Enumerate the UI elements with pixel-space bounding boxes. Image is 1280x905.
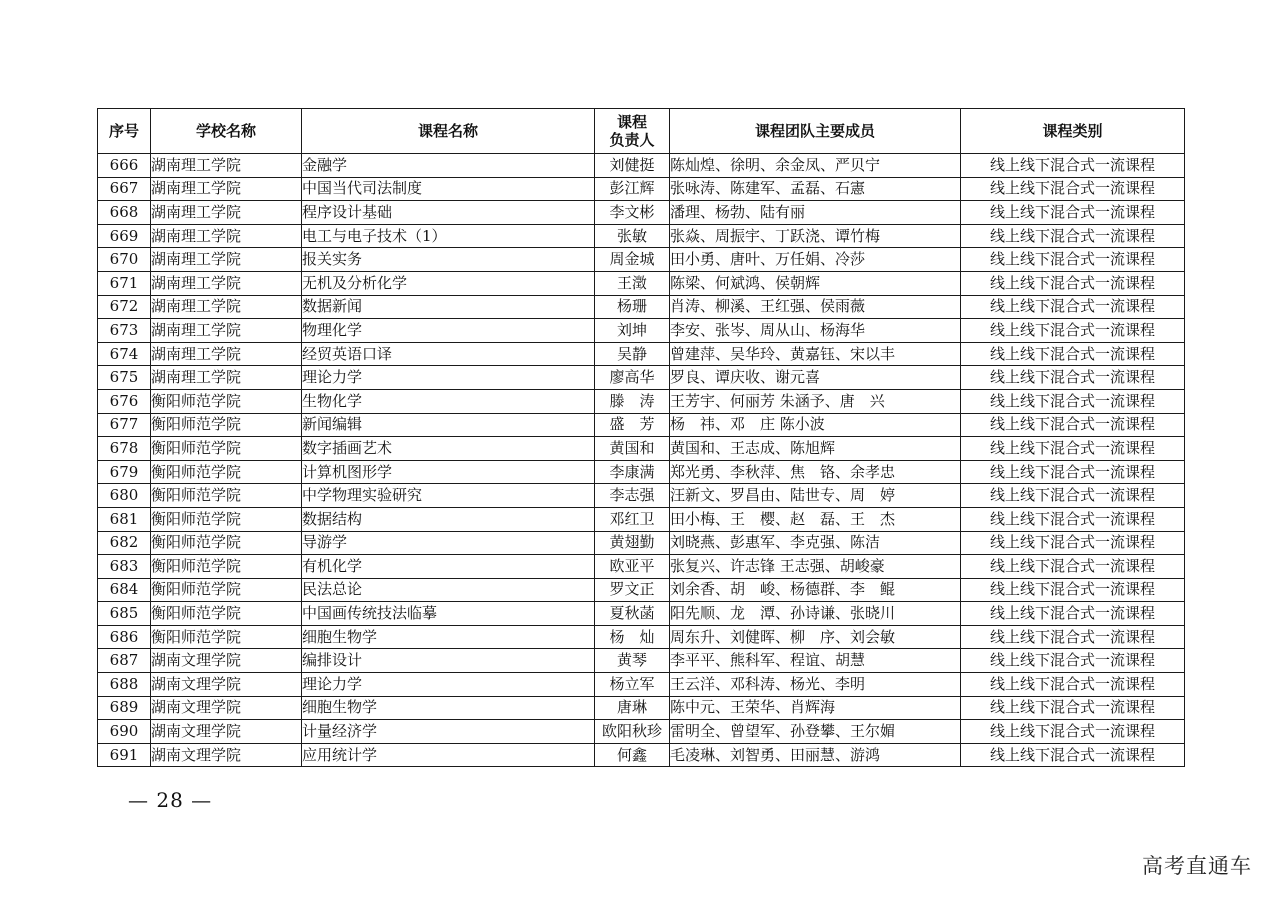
cell-lead: 杨珊: [595, 295, 670, 319]
cell-type: 线上线下混合式一流课程: [961, 484, 1185, 508]
cell-lead: 周金城: [595, 248, 670, 272]
header-school: 学校名称: [151, 109, 302, 154]
cell-type: 线上线下混合式一流课程: [961, 437, 1185, 461]
cell-num: 673: [98, 319, 151, 343]
table-row: [98, 720, 1185, 744]
cell-lead: 李志强: [595, 484, 670, 508]
cell-course: 程序设计基础: [302, 201, 595, 225]
cell-course: 细胞生物学: [302, 625, 595, 649]
cell-school: 湖南理工学院: [151, 201, 302, 225]
cell-lead: 欧阳秋珍: [595, 720, 670, 744]
cell-type: 线上线下混合式一流课程: [961, 154, 1185, 178]
cell-school: 湖南理工学院: [151, 295, 302, 319]
table-row: [98, 177, 1185, 201]
cell-type: 线上线下混合式一流课程: [961, 602, 1185, 626]
header-team: 课程团队主要成员: [670, 109, 961, 154]
table-row: [98, 507, 1185, 531]
cell-lead: 张敏: [595, 224, 670, 248]
cell-num: 686: [98, 625, 151, 649]
cell-num: 682: [98, 531, 151, 555]
cell-team: 阳先顺、龙 潭、孙诗谦、张晓川: [670, 602, 961, 626]
watermark-text: 高考直通车: [1142, 854, 1252, 878]
cell-lead: 黄琴: [595, 649, 670, 673]
cell-lead: 彭江辉: [595, 177, 670, 201]
cell-course: 民法总论: [302, 578, 595, 602]
cell-lead: 王澂: [595, 271, 670, 295]
cell-lead: 夏秋菡: [595, 602, 670, 626]
cell-team: 李安、张岑、周从山、杨海华: [670, 319, 961, 343]
cell-lead: 李康满: [595, 460, 670, 484]
cell-school: 衡阳师范学院: [151, 602, 302, 626]
cell-school: 湖南文理学院: [151, 649, 302, 673]
cell-type: 线上线下混合式一流课程: [961, 319, 1185, 343]
cell-team: 陈灿煌、徐明、余金凤、严贝宁: [670, 154, 961, 178]
cell-type: 线上线下混合式一流课程: [961, 578, 1185, 602]
cell-team: 黄国和、王志成、陈旭辉: [670, 437, 961, 461]
cell-team: 郑光勇、李秋萍、焦 铬、余孝忠: [670, 460, 961, 484]
table-row: [98, 649, 1185, 673]
cell-school: 衡阳师范学院: [151, 484, 302, 508]
table-row: [98, 625, 1185, 649]
header-num: 序号: [98, 109, 151, 154]
cell-course: 计算机图形学: [302, 460, 595, 484]
header-course: 课程名称: [302, 109, 595, 154]
cell-team: 李平平、熊科军、程谊、胡慧: [670, 649, 961, 673]
cell-team: 周东升、刘健晖、柳 序、刘会敏: [670, 625, 961, 649]
cell-team: 毛凌琳、刘智勇、田丽慧、游鸿: [670, 743, 961, 767]
cell-team: 潘理、杨勃、陆有丽: [670, 201, 961, 225]
cell-team: 曾建萍、吴华玲、黄嘉钰、宋以丰: [670, 342, 961, 366]
cell-school: 衡阳师范学院: [151, 460, 302, 484]
page-number: — 28 —: [128, 788, 213, 812]
cell-type: 线上线下混合式一流课程: [961, 177, 1185, 201]
table-row: [98, 555, 1185, 579]
cell-school: 湖南理工学院: [151, 177, 302, 201]
cell-num: 687: [98, 649, 151, 673]
cell-lead: 杨 灿: [595, 625, 670, 649]
cell-type: 线上线下混合式一流课程: [961, 507, 1185, 531]
cell-school: 衡阳师范学院: [151, 531, 302, 555]
cell-type: 线上线下混合式一流课程: [961, 389, 1185, 413]
cell-lead: 黄翅勤: [595, 531, 670, 555]
cell-school: 湖南理工学院: [151, 319, 302, 343]
cell-lead: 刘健挺: [595, 154, 670, 178]
table-row: [98, 224, 1185, 248]
cell-num: 667: [98, 177, 151, 201]
cell-course: 导游学: [302, 531, 595, 555]
cell-course: 中国当代司法制度: [302, 177, 595, 201]
header-type: 课程类别: [961, 109, 1185, 154]
cell-team: 肖涛、柳溪、王红强、侯雨薇: [670, 295, 961, 319]
cell-type: 线上线下混合式一流课程: [961, 555, 1185, 579]
cell-course: 金融学: [302, 154, 595, 178]
cell-team: 罗良、谭庆收、谢元喜: [670, 366, 961, 390]
header-lead-line2: 负责人: [609, 131, 655, 149]
cell-num: 672: [98, 295, 151, 319]
table-header-row: [98, 109, 1185, 154]
cell-team: 田小勇、唐叶、万任娟、冷莎: [670, 248, 961, 272]
course-table: [97, 108, 1185, 767]
cell-course: 新闻编辑: [302, 413, 595, 437]
table-row: [98, 413, 1185, 437]
cell-lead: 廖高华: [595, 366, 670, 390]
table-row: [98, 531, 1185, 555]
cell-num: 689: [98, 696, 151, 720]
cell-school: 衡阳师范学院: [151, 413, 302, 437]
table-row: [98, 295, 1185, 319]
table-row: [98, 389, 1185, 413]
cell-course: 数字插画艺术: [302, 437, 595, 461]
cell-type: 线上线下混合式一流课程: [961, 295, 1185, 319]
table-row: [98, 460, 1185, 484]
cell-type: 线上线下混合式一流课程: [961, 366, 1185, 390]
cell-num: 681: [98, 507, 151, 531]
cell-school: 湖南文理学院: [151, 696, 302, 720]
cell-num: 671: [98, 271, 151, 295]
cell-lead: 欧亚平: [595, 555, 670, 579]
cell-course: 编排设计: [302, 649, 595, 673]
cell-school: 衡阳师范学院: [151, 555, 302, 579]
cell-num: 675: [98, 366, 151, 390]
cell-school: 湖南理工学院: [151, 271, 302, 295]
cell-num: 683: [98, 555, 151, 579]
cell-course: 理论力学: [302, 366, 595, 390]
table-body: [98, 154, 1185, 767]
cell-team: 刘晓燕、彭惠军、李克强、陈洁: [670, 531, 961, 555]
table-row: [98, 342, 1185, 366]
cell-course: 细胞生物学: [302, 696, 595, 720]
table-row: [98, 248, 1185, 272]
cell-type: 线上线下混合式一流课程: [961, 531, 1185, 555]
cell-team: 陈中元、王荣华、肖辉海: [670, 696, 961, 720]
cell-num: 690: [98, 720, 151, 744]
cell-school: 湖南理工学院: [151, 154, 302, 178]
cell-course: 有机化学: [302, 555, 595, 579]
cell-course: 数据结构: [302, 507, 595, 531]
table-row: [98, 201, 1185, 225]
cell-lead: 杨立军: [595, 673, 670, 697]
header-lead: [595, 109, 670, 154]
cell-num: 677: [98, 413, 151, 437]
cell-lead: 吴静: [595, 342, 670, 366]
cell-team: 汪新文、罗昌由、陆世专、周 婷: [670, 484, 961, 508]
cell-type: 线上线下混合式一流课程: [961, 743, 1185, 767]
cell-school: 衡阳师范学院: [151, 625, 302, 649]
cell-type: 线上线下混合式一流课程: [961, 460, 1185, 484]
table-row: [98, 578, 1185, 602]
cell-team: 田小梅、王 樱、赵 磊、王 杰: [670, 507, 961, 531]
cell-course: 物理化学: [302, 319, 595, 343]
cell-num: 680: [98, 484, 151, 508]
table-row: [98, 319, 1185, 343]
header-lead-line1: 课程: [616, 113, 647, 131]
cell-num: 666: [98, 154, 151, 178]
cell-num: 669: [98, 224, 151, 248]
cell-lead: 邓红卫: [595, 507, 670, 531]
cell-lead: 黄国和: [595, 437, 670, 461]
cell-school: 湖南理工学院: [151, 342, 302, 366]
cell-lead: 滕 涛: [595, 389, 670, 413]
cell-num: 670: [98, 248, 151, 272]
cell-num: 684: [98, 578, 151, 602]
cell-team: 雷明全、曾望军、孙登攀、王尔媚: [670, 720, 961, 744]
cell-course: 无机及分析化学: [302, 271, 595, 295]
cell-type: 线上线下混合式一流课程: [961, 720, 1185, 744]
cell-school: 湖南文理学院: [151, 743, 302, 767]
cell-course: 计量经济学: [302, 720, 595, 744]
cell-course: 报关实务: [302, 248, 595, 272]
table-row: [98, 271, 1185, 295]
cell-type: 线上线下混合式一流课程: [961, 271, 1185, 295]
cell-school: 衡阳师范学院: [151, 437, 302, 461]
cell-num: 688: [98, 673, 151, 697]
cell-lead: 何鑫: [595, 743, 670, 767]
cell-course: 电工与电子技术（1）: [302, 224, 595, 248]
cell-type: 线上线下混合式一流课程: [961, 649, 1185, 673]
cell-team: 张焱、周振宇、丁跃浇、谭竹梅: [670, 224, 961, 248]
table-row: [98, 437, 1185, 461]
cell-type: 线上线下混合式一流课程: [961, 673, 1185, 697]
cell-type: 线上线下混合式一流课程: [961, 342, 1185, 366]
cell-course: 经贸英语口译: [302, 342, 595, 366]
cell-type: 线上线下混合式一流课程: [961, 696, 1185, 720]
cell-num: 668: [98, 201, 151, 225]
table-row: [98, 743, 1185, 767]
cell-num: 679: [98, 460, 151, 484]
table-row: [98, 602, 1185, 626]
cell-course: 应用统计学: [302, 743, 595, 767]
cell-course: 中国画传统技法临摹: [302, 602, 595, 626]
cell-team: 陈梁、何斌鸿、侯朝辉: [670, 271, 961, 295]
cell-school: 湖南理工学院: [151, 224, 302, 248]
cell-team: 张复兴、许志锋 王志强、胡峻豪: [670, 555, 961, 579]
table-row: [98, 696, 1185, 720]
cell-team: 杨 祎、邓 庄 陈小波: [670, 413, 961, 437]
cell-lead: 李文彬: [595, 201, 670, 225]
cell-type: 线上线下混合式一流课程: [961, 413, 1185, 437]
cell-school: 湖南理工学院: [151, 248, 302, 272]
table-row: [98, 366, 1185, 390]
cell-school: 湖南文理学院: [151, 673, 302, 697]
cell-course: 中学物理实验研究: [302, 484, 595, 508]
cell-course: 生物化学: [302, 389, 595, 413]
cell-num: 678: [98, 437, 151, 461]
cell-type: 线上线下混合式一流课程: [961, 248, 1185, 272]
cell-team: 王云洋、邓科涛、杨光、李明: [670, 673, 961, 697]
cell-school: 衡阳师范学院: [151, 507, 302, 531]
table-row: [98, 484, 1185, 508]
table-row: [98, 154, 1185, 178]
cell-lead: 唐琳: [595, 696, 670, 720]
cell-type: 线上线下混合式一流课程: [961, 201, 1185, 225]
cell-num: 674: [98, 342, 151, 366]
cell-num: 676: [98, 389, 151, 413]
cell-type: 线上线下混合式一流课程: [961, 224, 1185, 248]
cell-course: 理论力学: [302, 673, 595, 697]
cell-type: 线上线下混合式一流课程: [961, 625, 1185, 649]
cell-school: 湖南理工学院: [151, 366, 302, 390]
cell-lead: 盛 芳: [595, 413, 670, 437]
cell-school: 衡阳师范学院: [151, 578, 302, 602]
cell-lead: 罗文正: [595, 578, 670, 602]
cell-num: 685: [98, 602, 151, 626]
table-row: [98, 673, 1185, 697]
cell-team: 刘余香、胡 峻、杨德群、李 鲲: [670, 578, 961, 602]
cell-lead: 刘坤: [595, 319, 670, 343]
cell-school: 湖南文理学院: [151, 720, 302, 744]
cell-course: 数据新闻: [302, 295, 595, 319]
cell-school: 衡阳师范学院: [151, 389, 302, 413]
cell-num: 691: [98, 743, 151, 767]
cell-team: 张咏涛、陈建军、孟磊、石憲: [670, 177, 961, 201]
cell-team: 王芳宇、何丽芳 朱涵予、唐 兴: [670, 389, 961, 413]
